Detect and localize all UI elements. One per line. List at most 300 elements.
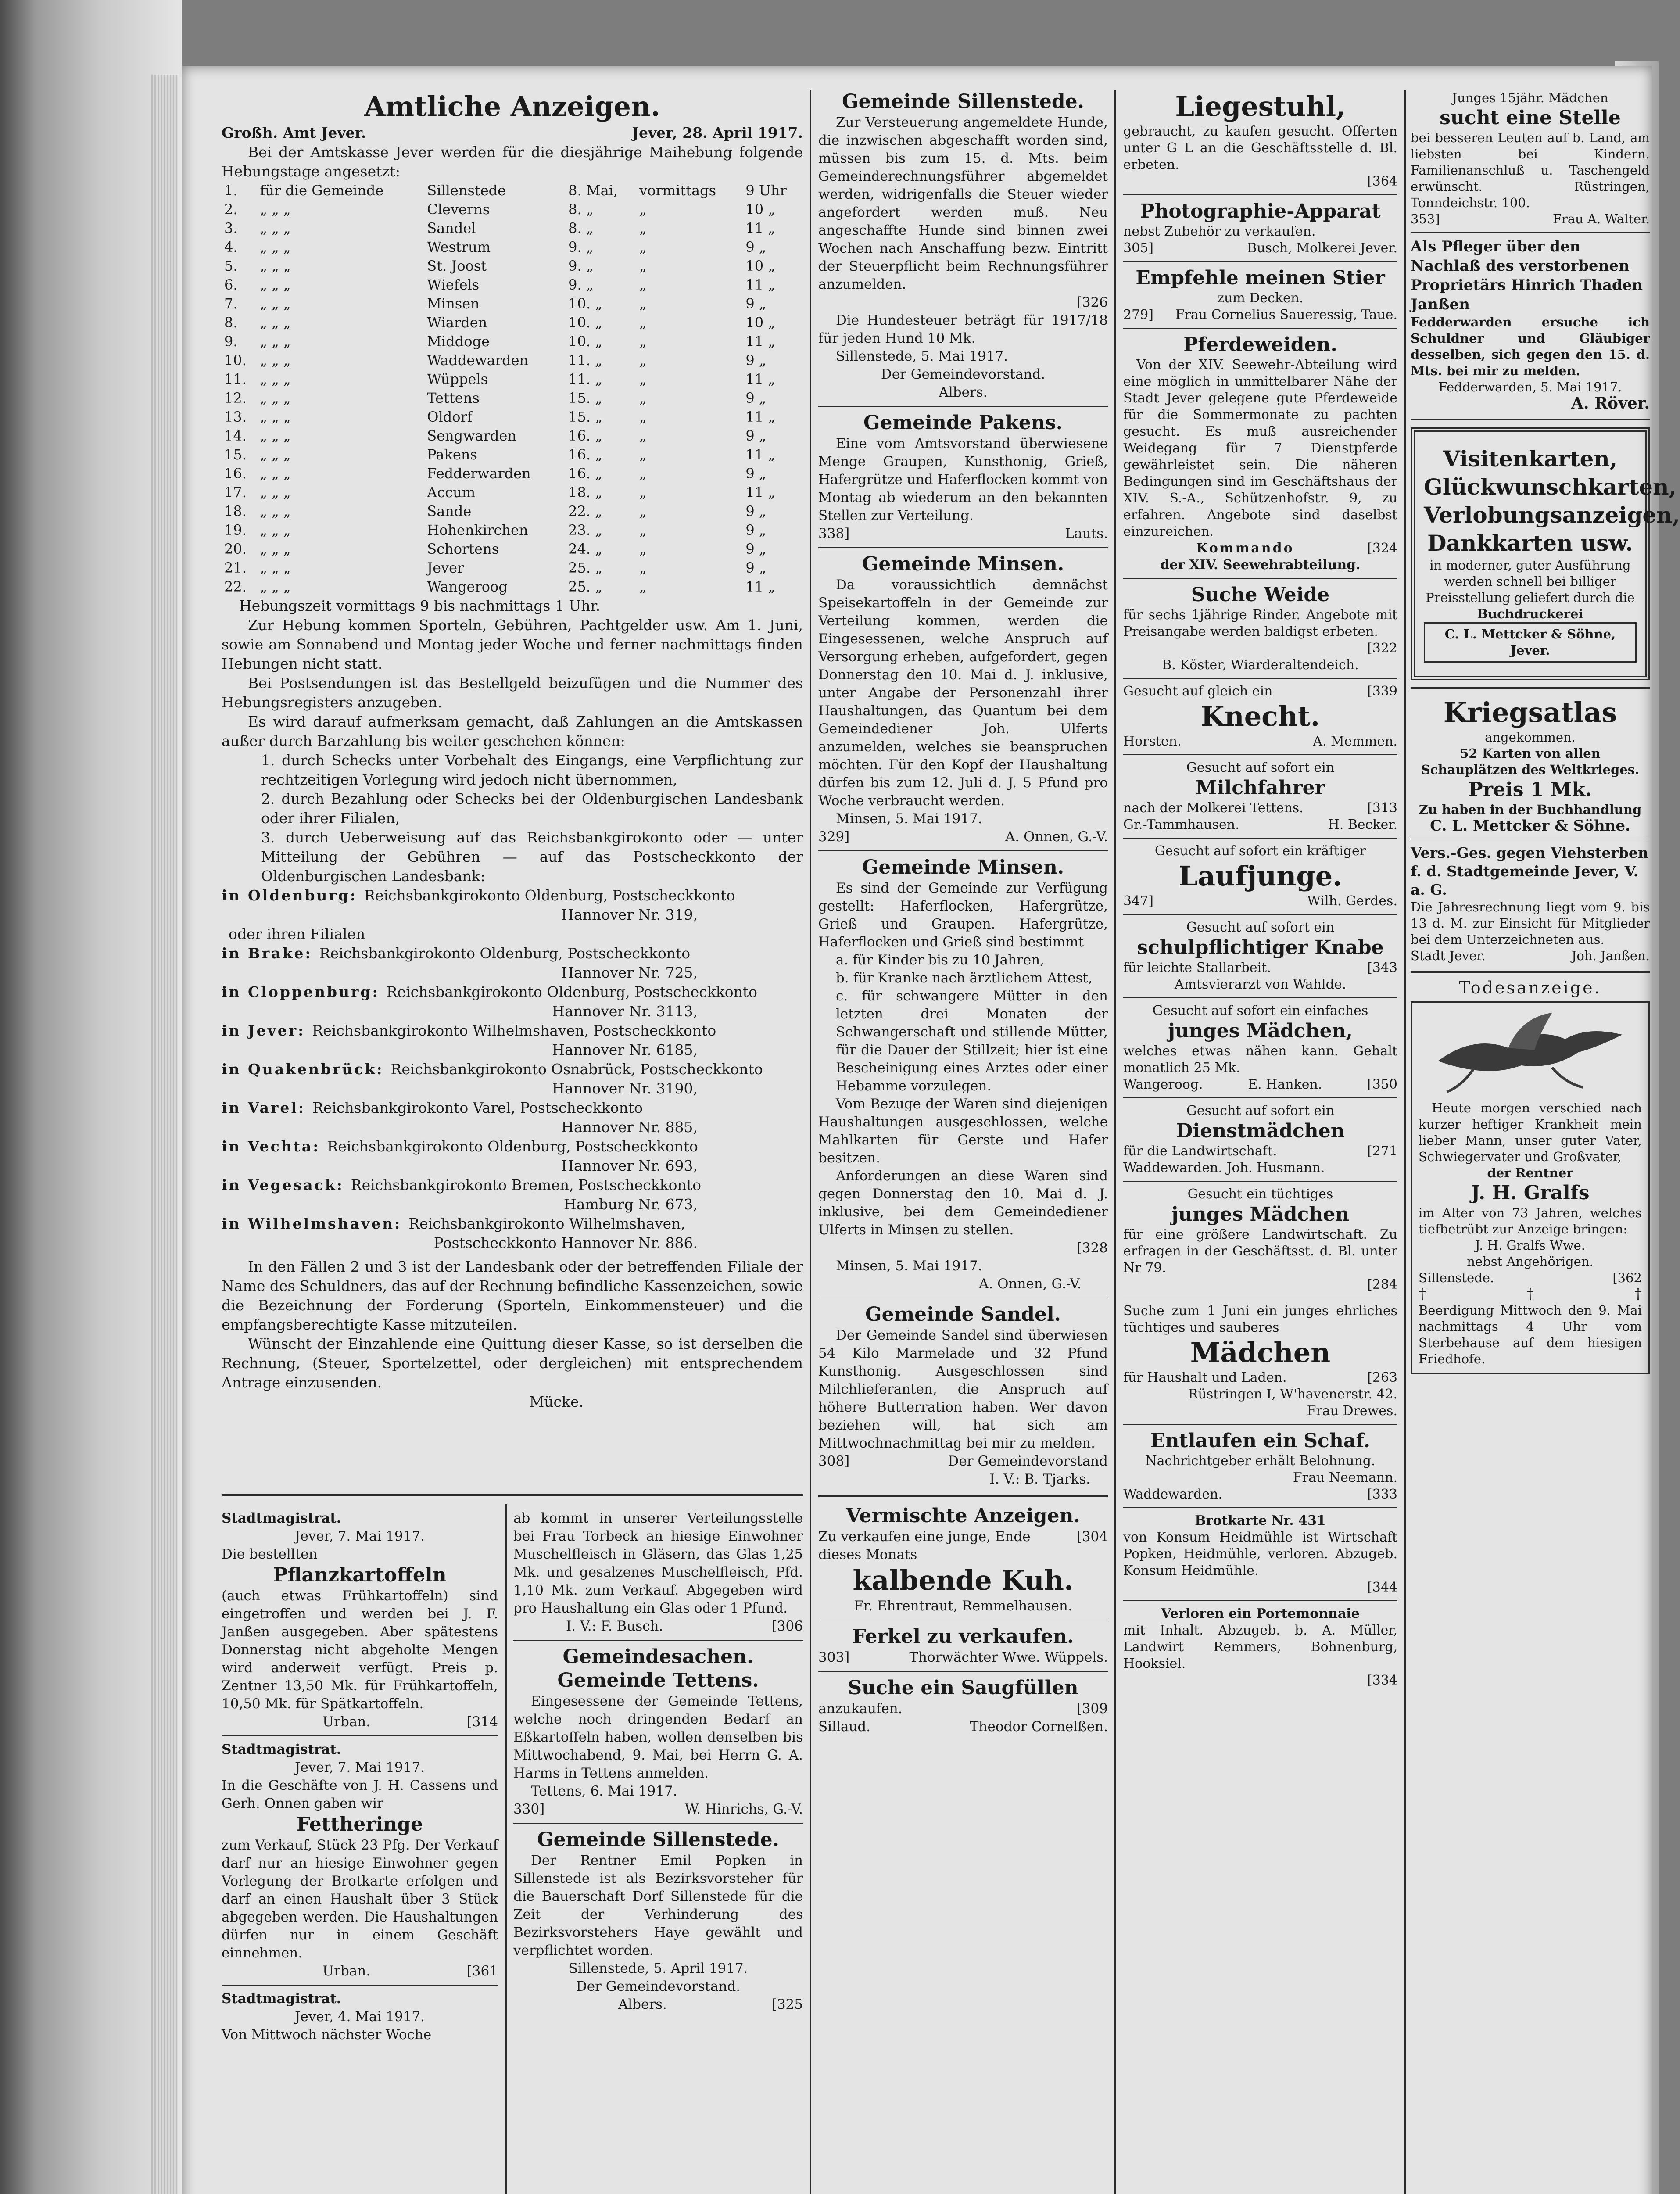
schedule-n: 21. (224, 559, 247, 576)
schedule-day: 18. „ (568, 484, 602, 501)
schedule-place: Wiefels (427, 276, 480, 293)
text: anzukaufen. (818, 1701, 903, 1717)
schedule-n: 5. (224, 258, 238, 274)
schedule-place: Minsen (427, 295, 480, 312)
sign: Albers. (939, 384, 988, 400)
sign: der XIV. Seewehrabteilung. (1160, 557, 1361, 573)
ad-number: 303] (818, 1649, 850, 1665)
sign: Amtsvierarzt von Wahlde. (1174, 977, 1347, 992)
ad-number: 338] (818, 526, 850, 541)
headline: Verlobungsanzeigen, (1424, 502, 1680, 528)
schedule-place: Accum (427, 484, 476, 501)
ad-number: [343 (1367, 960, 1397, 975)
schedule-tod: „ (639, 258, 647, 274)
bank-city: in Vegesack: (222, 1176, 344, 1194)
schedule-pre: „ „ „ (260, 371, 291, 387)
bank-account: Reichsbankgirokonto Varel, Postscheckkonto (312, 1099, 643, 1116)
schedule-tod: „ (639, 446, 647, 463)
headline: Knecht. (1200, 700, 1320, 732)
headline: Pferdeweiden. (1183, 333, 1337, 356)
text: der Rentner (1487, 1165, 1573, 1180)
schedule-pre: „ „ „ (260, 559, 291, 576)
sign: Wilh. Gerdes. (1307, 893, 1397, 909)
schedule-row (222, 427, 803, 445)
headline: Empfehle meinen Stier (1136, 267, 1385, 289)
headline: Verloren ein Portemonnaie (1161, 1606, 1360, 1621)
schedule-tod: „ (639, 333, 647, 350)
text: in moderner, guter Ausführung werden schnell bei billiger Preisstellung geliefert durch die (1426, 558, 1635, 605)
schedule-n: 7. (224, 295, 238, 312)
schedule-place: Tettens (427, 390, 480, 406)
schedule-row (222, 464, 803, 483)
rule (818, 1495, 1108, 1497)
schedule-tod: „ (639, 201, 647, 218)
ad-number: [339 (1367, 684, 1397, 699)
rule (1411, 687, 1650, 689)
rule (1411, 971, 1650, 973)
schedule-row (222, 445, 803, 464)
ad-number: [334 (1367, 1673, 1397, 1688)
ad-number: 353] (1411, 212, 1440, 226)
headline: junges Mädchen (1171, 1203, 1350, 1226)
schedule-n: 20. (224, 541, 247, 557)
sign: A. Memmen. (1313, 734, 1397, 749)
rule (1123, 578, 1397, 579)
headline: Kriegsatlas (1443, 696, 1617, 728)
schedule-pre: „ „ „ (260, 276, 291, 293)
schedule-hr: 10 „ (745, 258, 775, 274)
schedule-place: Jever (427, 559, 464, 576)
schedule-n: 4. (224, 239, 238, 255)
schedule-hr: 11 „ (745, 409, 775, 425)
bank-postal-account: Postscheckkonto Hannover Nr. 886. (433, 1234, 698, 1251)
schedule-hr: 11 „ (745, 371, 775, 387)
bank-city: in Oldenburg: (222, 887, 358, 904)
sign: Rüstringen I, W'havenerstr. 42. (1188, 1387, 1397, 1402)
text: für die Landwirtschaft. (1123, 1144, 1277, 1159)
schedule-row (222, 351, 803, 370)
ad-number: [364 (1367, 174, 1397, 189)
rule (1123, 838, 1397, 839)
schedule-day: 25. „ (568, 559, 602, 576)
schedule-place: St. Joost (427, 258, 487, 274)
rule (1123, 1600, 1397, 1601)
schedule-pre: „ „ „ (260, 390, 291, 406)
text: Der Rentner Emil Popken in Sillenstede ist als Bezirksvorsteher für die Bauerschaft Dorf Sillenstede für die Zeit der Verhinderung des Bezirksvorstehers Haye gewählt und verpflichtet worden. (513, 1853, 803, 1958)
ad-number: [309 (1076, 1701, 1108, 1717)
rule (1411, 419, 1650, 420)
text: gebraucht, zu kaufen gesucht. Offerten unter G L an die Geschäftsstelle d. Bl. erbeten. (1123, 124, 1397, 172)
bank-city: in Quakenbrück: (222, 1061, 384, 1078)
bank-city: in Varel: (222, 1099, 306, 1116)
headline: Entlaufen ein Schaf. (1150, 1430, 1371, 1452)
intro: Gesucht ein tüchtiges (1187, 1187, 1333, 1202)
text: Fedderwarden ersuche ich Schuldner und Gläubiger desselben, sich gegen den 15. d. Mts. bei mir zu melden. (1411, 315, 1650, 378)
date: Jever, 7. Mai 1917. (295, 1528, 425, 1544)
schedule-hr: 9 „ (745, 559, 767, 576)
bank-city: in Vechta: (222, 1138, 320, 1155)
bank-entry (222, 886, 803, 925)
headline: Todesanzeige. (1459, 978, 1601, 997)
sign: I. V.: F. Busch. (566, 1618, 663, 1634)
schedule-day: 16. „ (568, 446, 602, 463)
schedule-row (222, 257, 803, 276)
ad-number: [263 (1367, 1370, 1397, 1385)
sign: A. Röver. (1571, 394, 1650, 412)
schedule-pre: für die Gemeinde (260, 182, 384, 199)
schedule-row (222, 332, 803, 351)
schedule-place: Sandel (427, 220, 476, 237)
schedule-day: 9. „ (568, 276, 594, 293)
schedule-hr: 9 „ (745, 503, 767, 520)
section-title: Amtliche Anzeigen. (364, 90, 660, 122)
sign: Waddewarden. Joh. Husmann. (1123, 1160, 1325, 1176)
bank-account: Reichsbankgirokonto Oldenburg, Postscheckkonto (319, 945, 691, 962)
bank-postal-account: Hamburg Nr. 673, (564, 1196, 698, 1213)
schedule-day: 16. „ (568, 465, 602, 482)
date: Jever, 7. Mai 1917. (295, 1760, 425, 1775)
schedule-row (222, 389, 803, 408)
headline: kalbende Kuh. (853, 1564, 1074, 1596)
schedule-pre: „ „ „ (260, 484, 291, 501)
book-spine (0, 0, 182, 2194)
schedule-day: 25. „ (568, 578, 602, 595)
sign: Sillaud. (818, 1719, 871, 1735)
schedule-n: 10. (224, 352, 247, 369)
sign: Gr.-Tammhausen. (1123, 817, 1239, 832)
schedule-n: 1. (224, 182, 238, 199)
headline: Glückwunschkarten, (1424, 474, 1676, 500)
bank-postal-account: Hannover Nr. 3190, (552, 1080, 698, 1097)
headline: Dankkarten usw. (1427, 530, 1633, 556)
ad-number: [362 (1612, 1270, 1642, 1285)
schedule-place: Wangeroog (427, 578, 508, 595)
schedule-place: Wiarden (427, 314, 487, 331)
schedule-pre: „ „ „ (260, 446, 291, 463)
column-rule-lower (505, 1504, 507, 2194)
headline: Gemeinde Sillenstede. (537, 1828, 779, 1851)
schedule-tod: vormittags (639, 182, 716, 199)
ad-number: [344 (1367, 1580, 1397, 1595)
text: welches etwas nähen kann. Gehalt monatlich 25 Mk. (1123, 1043, 1397, 1075)
ad-number: [350 (1367, 1077, 1397, 1092)
text: Die Hundesteuer beträgt für 1917/18 für jeden Hund 10 Mk. (818, 312, 1108, 346)
headline: junges Mädchen, (1168, 1020, 1353, 1042)
bank-postal-account: Hannover Nr. 725, (561, 964, 698, 981)
headline: Brotkarte Nr. 431 (1195, 1513, 1326, 1528)
right-column (1411, 90, 1680, 1374)
bank-entry (222, 944, 803, 982)
rule (1411, 232, 1650, 233)
schedule-pre: „ „ „ (260, 220, 291, 237)
schedule-day: 15. „ (568, 390, 602, 406)
sign: E. Hanken. (1248, 1077, 1322, 1092)
bank-account: Reichsbankgirokonto Osnabrück, Postscheckkonto (390, 1061, 763, 1078)
price: Preis 1 Mk. (1468, 778, 1592, 801)
municipal-column (818, 90, 1108, 1736)
ad-number: 305] (1123, 240, 1153, 256)
sign: Fr. Ehrentraut, Remmelhausen. (854, 1598, 1072, 1614)
schedule-row (222, 521, 803, 540)
schedule-pre: „ „ „ (260, 352, 291, 369)
headline: sucht eine Stelle (1440, 107, 1621, 129)
sign: I. V.: B. Tjarks. (989, 1471, 1090, 1487)
text: Von Mittwoch nächster Woche (222, 2027, 432, 2043)
schedule-day: 16. „ (568, 427, 602, 444)
schedule-n: 2. (224, 201, 238, 218)
bank-entry (222, 925, 803, 944)
intro: Bei der Amtskasse Jever werden für die diesjährige Maihebung folgende Hebungstage angesetzt: (222, 143, 803, 180)
ad-number: [271 (1367, 1144, 1397, 1159)
sign: Theodor Cornelßen. (969, 1719, 1108, 1735)
schedule-tod: „ (639, 371, 647, 387)
bank-account: Reichsbankgirokonto Oldenburg, Postscheckkonto (327, 1138, 698, 1155)
schedule-day: 8. „ (568, 201, 594, 218)
schedule-tod: „ (639, 427, 647, 444)
intro: Die bestellten (222, 1546, 318, 1562)
rule (818, 547, 1108, 548)
payment-option-1: 1. durch Schecks unter Vorbehalt des Eingangs, eine Verpflichtung zur rechtzeitigen Vorlegung wird jedoch nicht übernommen, (261, 752, 803, 788)
rule (513, 1640, 803, 1641)
sign: nebst Angehörigen. (1467, 1254, 1594, 1269)
paragraph: Zur Hebung kommen Sporteln, Gebühren, Pachtgelder usw. Am 1. Juni, sowie am Sonnabend und Montag jeder Woche und ferner nachmittags finden Hebungen nicht statt. (222, 617, 803, 672)
headline: Photographie-Apparat (1140, 200, 1381, 222)
ad-number: 308] (818, 1453, 850, 1469)
schedule-day: 10. „ (568, 295, 602, 312)
text: Buchdruckerei (1477, 606, 1583, 621)
schedule-place: Waddewarden (427, 352, 529, 369)
headline: Mädchen (1190, 1337, 1331, 1369)
text: mit Inhalt. Abzugeb. b. A. Müller, Landwirt Remmers, Bohnenburg, Hooksiel. (1123, 1623, 1397, 1671)
text: Zu haben in der Buchhandlung (1419, 802, 1642, 817)
schedule-tod: „ (639, 276, 647, 293)
headline: Milchfahrer (1196, 777, 1325, 799)
rule (1123, 1424, 1397, 1425)
ad-number: [328 (1076, 1240, 1108, 1256)
schedule-row (222, 219, 803, 238)
schedule-tod: „ (639, 559, 647, 576)
sign: Frau Drewes. (1307, 1403, 1397, 1419)
schedule-tod: „ (639, 578, 647, 595)
headline: Gemeinde Sillenstede. (842, 90, 1084, 113)
sign: Lauts. (1065, 526, 1108, 541)
text: ab kommt in unserer Verteilungsstelle bei Frau Torbeck an hiesige Einwohner Muschelfleisch in Gläsern, das Glas 1,25 Mk. und gesalzenes Muschelfleisch, Pfd. 1,10 Mk. zum Verkauf. Abgegeben wird pro Haushaltung ein Glas oder 1 Pfund. (513, 1510, 803, 1616)
paragraph: Wünscht der Einzahlende eine Quittung dieser Kasse, so ist derselben die Rechnung, (Steuer, Sportelzettel, oder dergleichen) mit entsprechendem Antrage einzusenden. (222, 1335, 803, 1391)
ad-number: 329] (818, 829, 850, 845)
ad-number: [313 (1367, 800, 1397, 816)
schedule-day: 10. „ (568, 333, 602, 350)
text: Eingesessene der Gemeinde Tettens, welche noch dringenden Bedarf an Eßkartoffeln haben, wollen denselben bis Mittwochabend, 9. Mai, bei Herrn G. A. Harms in Tettens anmelden. (513, 1693, 803, 1781)
schedule-hr: 11 „ (745, 220, 775, 237)
schedule-pre: „ „ „ (260, 427, 291, 444)
text: nebst Zubehör zu verkaufen. (1123, 224, 1316, 239)
schedule-row (222, 313, 803, 332)
text: Eine vom Amtsvorstand überwiesene Menge Graupen, Kunsthonig, Grieß, Hafergrütze und Haferflocken kommt von Montag ab wiederum an den bekannten Stellen zur Verteilung. (818, 436, 1108, 523)
rule (818, 1671, 1108, 1672)
schedule-n: 3. (224, 220, 238, 237)
schedule-row (222, 276, 803, 294)
print-shop-ad (1411, 427, 1680, 680)
bank-entry (222, 1176, 803, 1214)
hours: Hebungszeit vormittags 9 bis nachmittags 1 Uhr. (239, 597, 601, 614)
text: für leichte Stallarbeit. (1123, 960, 1271, 975)
schedule-row (222, 502, 803, 521)
sign: A. Onnen, G.-V. (1005, 829, 1108, 845)
text: zum Verkauf, Stück 23 Pfg. Der Verkauf darf nur an hiesige Einwohner gegen Vorlegung der Brotkarte erfolgen und darf an einen Haushalt über 3 Stück abgegeben werden. Die Haushaltungen dürfen nur in einem Geschäft einnehmen. (222, 1837, 498, 1961)
bank-account: Reichsbankgirokonto Bremen, Postscheckkonto (351, 1176, 701, 1194)
cross-icon: † (1634, 1285, 1642, 1303)
sign: Waddewarden. (1123, 1487, 1222, 1502)
rule (1123, 194, 1397, 195)
schedule-row (222, 483, 803, 502)
headline: Gemeinde Minsen. (862, 856, 1064, 878)
section-rule (222, 1494, 803, 1496)
schedule-tod: „ (639, 390, 647, 406)
text: bei besseren Leuten auf b. Land, am liebsten bei Kindern. Familienanschluß u. Taschengeld erwünscht. Rüstringen, Tonndeichstr. 100. (1411, 130, 1650, 210)
sign: Horsten. (1123, 734, 1182, 749)
headline: Vermischte Anzeigen. (846, 1505, 1080, 1527)
intro: Gesucht auf sofort ein (1186, 760, 1335, 775)
ad-number: [325 (771, 1997, 803, 2012)
headline: Liegestuhl, (1175, 90, 1346, 122)
sign: Urban. (322, 1963, 371, 1979)
schedule-row (222, 200, 803, 219)
sign: Der Gemeindevorstand (948, 1453, 1108, 1469)
cross-icon: † (1526, 1285, 1534, 1303)
bank-list (222, 886, 803, 1253)
schedule-place: Wüppels (427, 371, 488, 387)
schedule-row (222, 370, 803, 389)
schedule-tod: „ (639, 409, 647, 425)
schedule-day: 8. „ (568, 220, 594, 237)
rule (1123, 328, 1397, 329)
schedule-n: 16. (224, 465, 247, 482)
intro: Gesucht auf sofort ein kräftiger (1154, 843, 1366, 859)
schedule-hr: 9 „ (745, 295, 767, 312)
text: für Haushalt und Laden. (1123, 1370, 1287, 1385)
sign: Kommando (1196, 541, 1294, 556)
intro: Gesucht auf gleich ein (1123, 684, 1273, 699)
schedule-pre: „ „ „ (260, 239, 291, 255)
schedule-n: 9. (224, 333, 238, 350)
sign: W. Hinrichs, G.-V. (684, 1801, 803, 1817)
text: Zu verkaufen eine junge, Ende dieses Monats (818, 1529, 1031, 1563)
schedule-pre: „ „ „ (260, 522, 291, 538)
ad-number: [322 (1367, 641, 1397, 656)
text: Heute morgen verschied nach kurzer heftiger Krankheit mein lieber Mann, unser guter Vater, Schwiegervater und Großvater, (1419, 1101, 1642, 1164)
payment-option-2: 2. durch Bezahlung oder Schecks bei der Oldenburgischen Landesbank oder ihrer Filialen, (261, 790, 803, 827)
paragraph: Bei Postsendungen ist das Bestellgeld beizufügen und die Nummer des Hebungsregisters anzugeben. (222, 674, 803, 711)
ad-number: [314 (466, 1714, 498, 1730)
rule (1123, 914, 1397, 915)
schedule-hr: 10 „ (745, 201, 775, 218)
schedule-day: 11. „ (568, 371, 602, 387)
schedule-day: 8. Mai, (568, 182, 618, 199)
place-date: Sillenstede, 5. April 1917. (568, 1961, 748, 1976)
rule (1123, 261, 1397, 262)
schedule-n: 17. (224, 484, 247, 501)
sign: Stadt Jever. (1411, 948, 1486, 963)
text: von Konsum Heidmühle ist Wirtschaft Popken, Heidmühle, verloren. Abzugeb. Konsum Heidmühle. (1123, 1530, 1397, 1578)
schedule-tod: „ (639, 220, 647, 237)
place-date: Tettens, 6. Mai 1917. (531, 1783, 677, 1799)
intro: Suche zum 1 Juni ein junges ehrliches tüchtiges und sauberes (1123, 1303, 1397, 1335)
bank-city: in Wilhelmshaven: (222, 1215, 402, 1232)
rule (513, 1823, 803, 1824)
schedule-day: 23. „ (568, 522, 602, 538)
schedule-tod: „ (639, 314, 647, 331)
schedule-day: 9. „ (568, 239, 594, 255)
rule (1123, 1181, 1397, 1182)
schedule-place: Sillenstede (427, 182, 506, 199)
schedule-pre: „ „ „ (260, 295, 291, 312)
schedule-tod: „ (639, 239, 647, 255)
authority: Stadtmagistrat. (222, 1742, 341, 1757)
schedule-pre: „ „ „ (260, 201, 291, 218)
headline: Visitenkarten, (1443, 446, 1618, 472)
headline: Vers.-Ges. gegen Viehsterben f. d. Stadtgemeinde Jever, V. a. G. (1411, 844, 1648, 898)
schedule-row (222, 540, 803, 559)
schedule-tod: „ (639, 541, 647, 557)
schedule-day: 22. „ (568, 503, 602, 520)
rule (1123, 1097, 1397, 1098)
schedule-tod: „ (639, 522, 647, 538)
schedule-place: Pakens (427, 446, 477, 463)
schedule-place: Cleverns (427, 201, 490, 218)
sign: Frau Cornelius Saueressig, Taue. (1175, 307, 1397, 323)
list-item: c. für schwangere Mütter in den letzten drei Monaten der Schwangerschaft und stillende Mütter, für die Dauer der Stillzeit; hier ist eine Bescheinigung eines Arztes oder einer Hebamme vorzulegen. (836, 988, 1108, 1094)
bank-city: in Brake: (222, 945, 312, 962)
bank-account: Reichsbankgirokonto Wilhelmshaven, Postscheckkonto (312, 1022, 716, 1039)
place-date: Minsen, 5. Mai 1917. (836, 811, 982, 827)
headline: Als Pfleger über den Nachlaß des verstorbenen Proprietärs Hinrich Thaden Janßen (1411, 238, 1643, 313)
text: zum Decken. (1217, 290, 1304, 306)
ad-number: [333 (1367, 1487, 1397, 1502)
schedule-row (222, 408, 803, 427)
municipal-notices (513, 1509, 803, 2014)
schedule-row (222, 577, 803, 596)
schedule-row (222, 559, 803, 577)
bank-city: in Cloppenburg: (222, 983, 380, 1000)
place-date: Fedderwarden, 5. Mai 1917. (1438, 380, 1622, 394)
rule (1123, 678, 1397, 679)
page-edges (151, 75, 178, 2194)
schedule-hr: 9 „ (745, 465, 767, 482)
bank-city: in Jever: (222, 1022, 305, 1039)
text: (auch etwas Frühkartoffeln) sind eingetroffen und werden bei J. F. Janßen ausgegeben. Aber spätestens Donnerstag nicht abgeholte Mengen wird anderweit verfügt. Preis p. Zentner 13,50 Mk. für Frühkartoffeln, 10,50 Mk. für Spätkartoffeln. (222, 1588, 498, 1712)
paragraph: In den Fällen 2 und 3 ist der Landesbank oder der betreffenden Filiale der Name des Schuldners, das auf der Rechnung befindliche Kassenzeichen, sowie die Bezeichnung der Forderung (Sporteln, Einkommensteuer) und die empfangsberechtigte Kasse mitzuteilen. (222, 1258, 803, 1333)
schedule-hr: 10 „ (745, 314, 775, 331)
rule (222, 1985, 498, 1986)
ad-number: [284 (1367, 1277, 1397, 1292)
schedule-place: Oldorf (427, 409, 473, 425)
schedule-n: 11. (224, 371, 247, 387)
sign: Busch, Molkerei Jever. (1247, 240, 1397, 256)
name: J. H. Gralfs (1471, 1182, 1590, 1204)
text: Die Jahresrechnung liegt vom 9. bis 13 d. M. zur Einsicht für Mitglieder bei dem Unterzeichneten aus. (1411, 900, 1650, 947)
schedule-n: 12. (224, 390, 247, 406)
headline: Dienstmädchen (1176, 1120, 1345, 1142)
headline-pflanzkartoffeln: Pflanzkartoffeln (273, 1564, 447, 1586)
text: Es sind der Gemeinde zur Verfügung gestellt: Haferflocken, Hafergrütze, Grieß und Graupen. Hafergrütze, Haferflocken und Grieß sind bestimmt (818, 880, 1108, 950)
headline: Gemeindesachen. (562, 1646, 754, 1668)
bank-entry (222, 1137, 803, 1176)
schedule-pre: „ „ „ (260, 333, 291, 350)
intro: Junges 15jähr. Mädchen (1452, 90, 1608, 105)
schedule-place: Hohenkirchen (427, 522, 528, 538)
schedule-pre: „ „ „ (260, 314, 291, 331)
text: Nachrichtgeber erhält Belohnung. (1145, 1453, 1376, 1469)
